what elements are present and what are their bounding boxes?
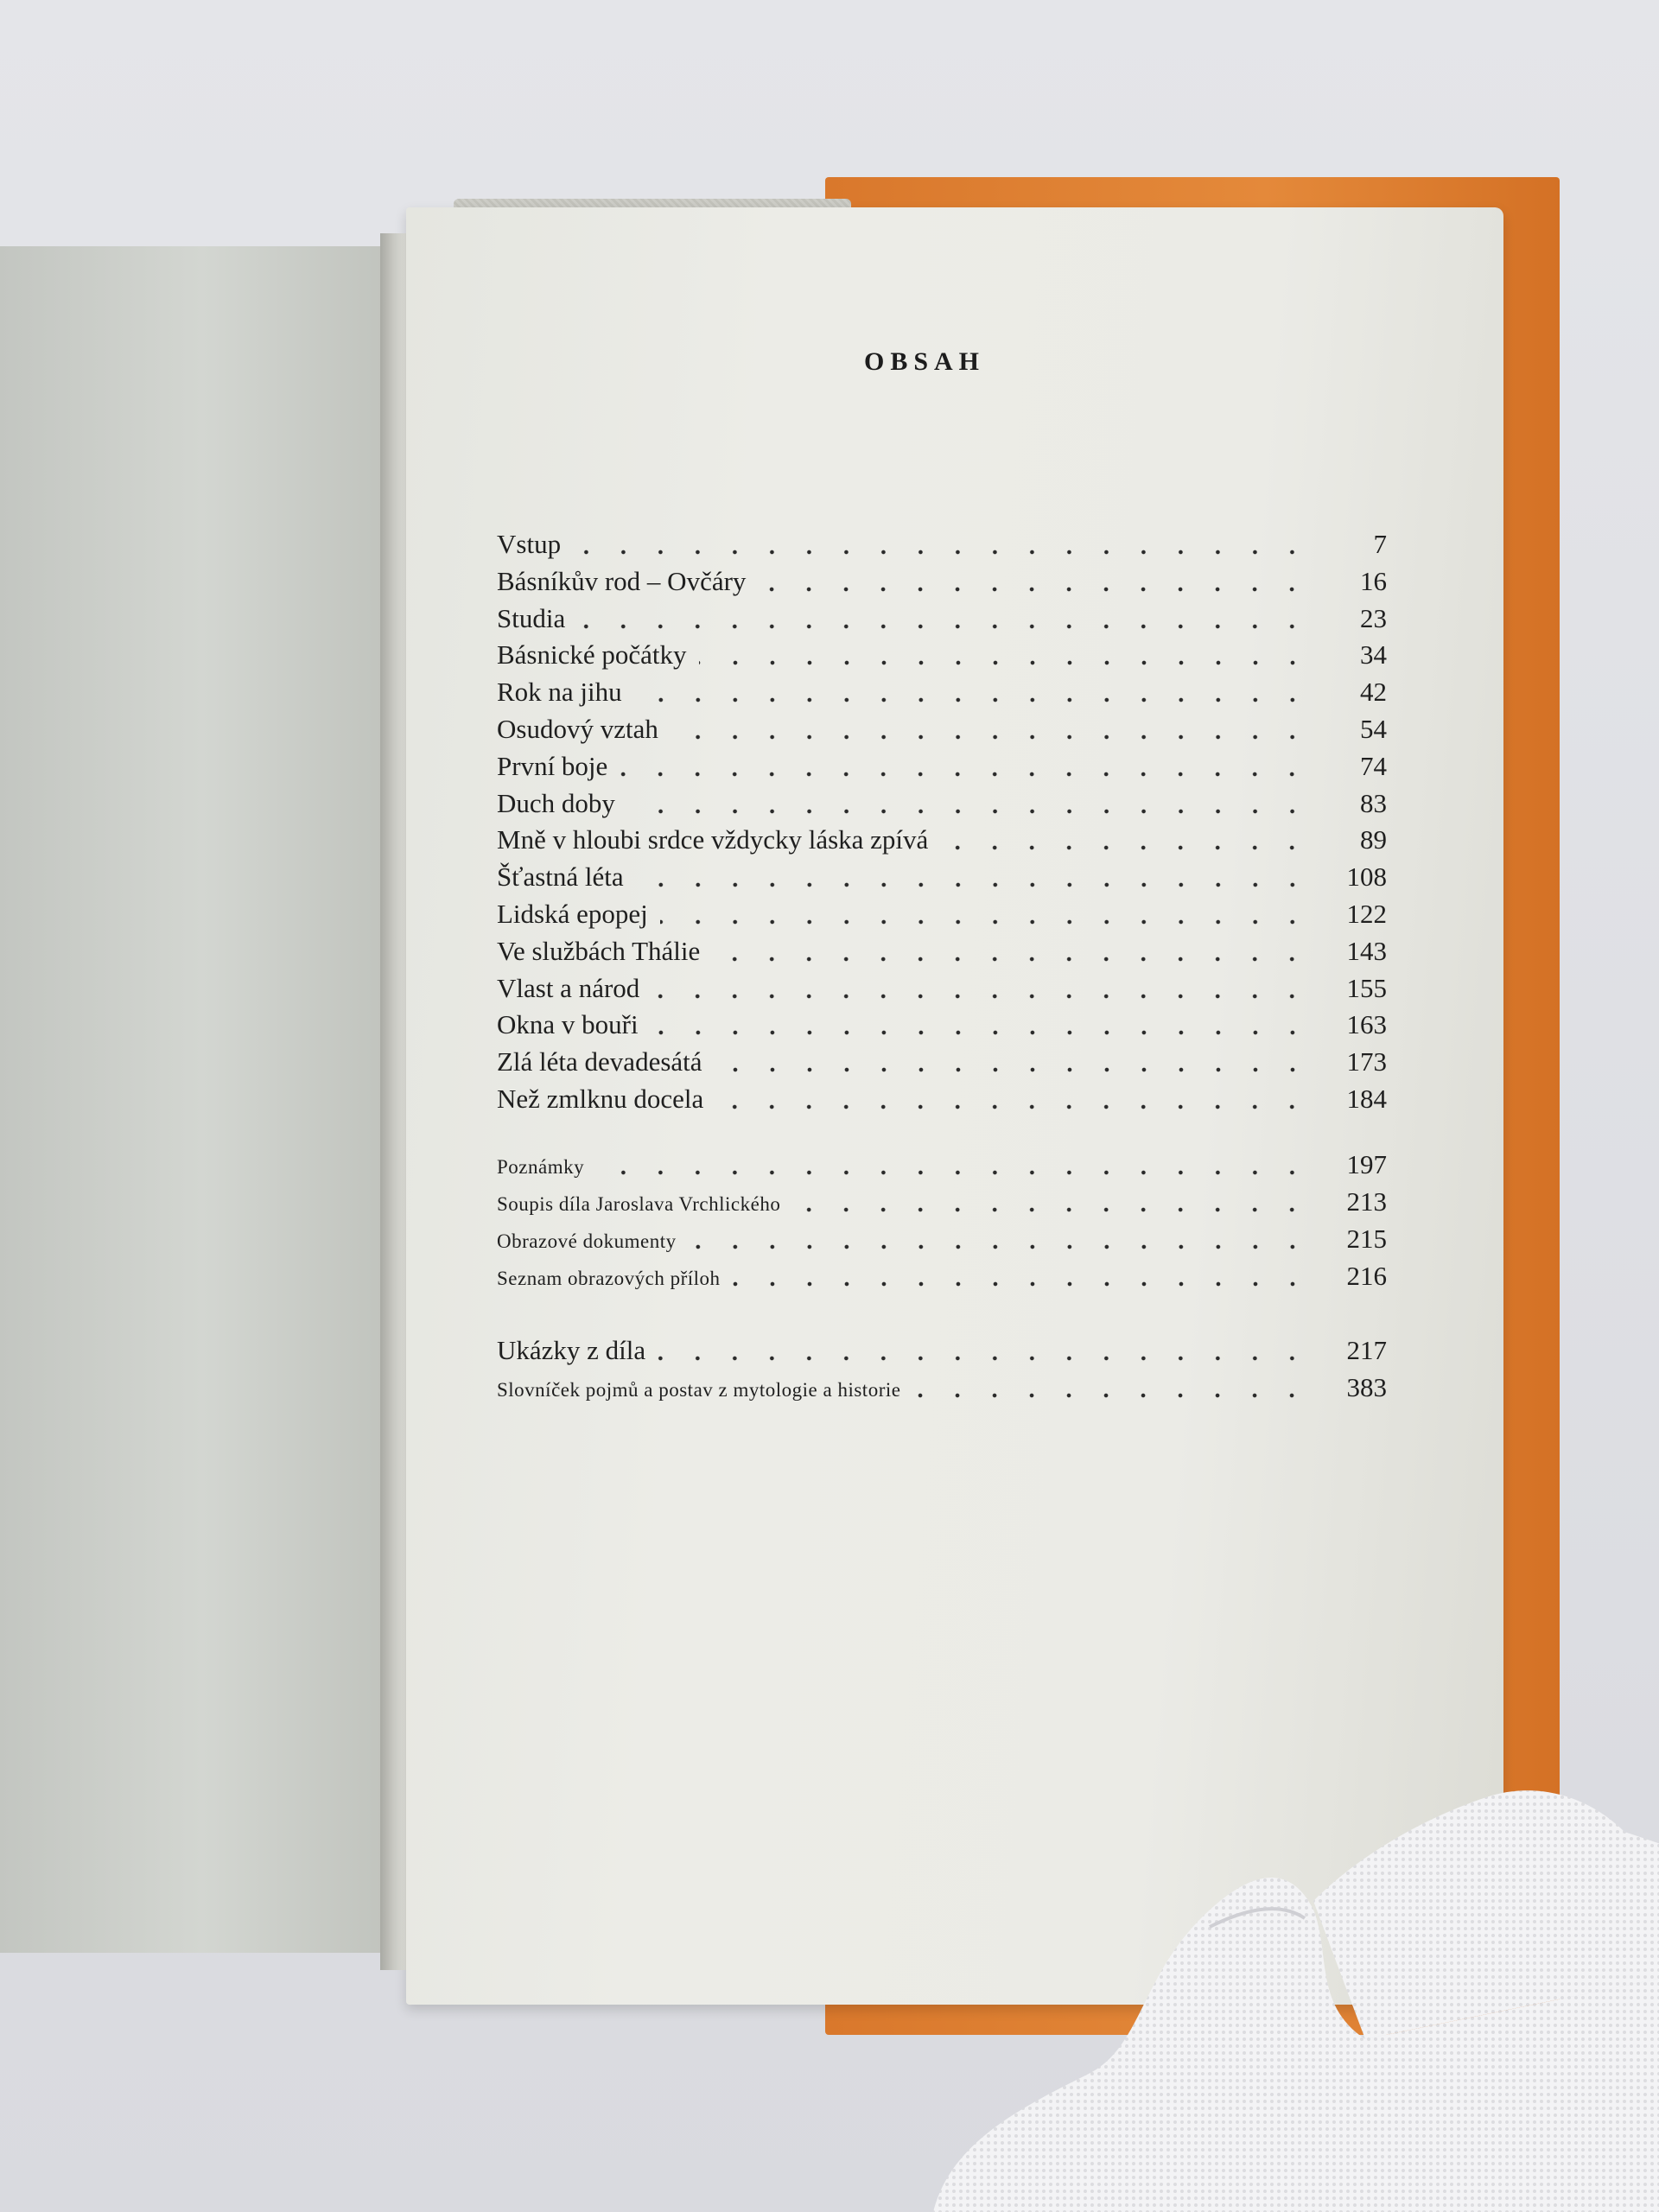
dot-leader: [699, 660, 1311, 665]
toc-page-number: 7: [1373, 529, 1387, 559]
dot-leader: [652, 994, 1311, 999]
toc-page-number: 74: [1360, 750, 1387, 781]
toc-entry-title: Šťastná léta: [497, 861, 624, 893]
toc-entry-title: Seznam obrazových příloh: [497, 1268, 721, 1289]
toc-page-number: 122: [1346, 899, 1387, 929]
toc-entry-title: První boje: [497, 750, 608, 781]
dot-leader: [715, 1104, 1311, 1109]
dot-leader: [634, 697, 1311, 702]
toc-page-number: 163: [1346, 1009, 1387, 1040]
toc-entry-title: Osudový vztah: [497, 714, 658, 744]
toc-entry: [497, 973, 1387, 1007]
toc-entry-title: Studia: [497, 602, 566, 633]
toc-entry: [497, 1046, 1387, 1081]
toc-entry-title: Než zmlknu docela: [497, 1084, 704, 1114]
toc-entry-title: Vlast a národ: [497, 972, 640, 1003]
toc-entry-title: Lidská epopej: [497, 899, 648, 929]
toc-entry-title: Okna v bouři: [497, 1009, 639, 1040]
toc-page-number: 89: [1360, 824, 1387, 855]
dot-leader: [577, 624, 1311, 629]
toc-page-number: 42: [1360, 677, 1387, 708]
dot-leader: [627, 809, 1311, 814]
dot-leader: [596, 1170, 1311, 1175]
dot-leader: [660, 919, 1311, 925]
dot-leader: [712, 957, 1311, 962]
dot-leader: [636, 882, 1311, 887]
toc-entry-title: Poznámky: [497, 1156, 585, 1178]
dot-leader: [689, 1244, 1311, 1249]
toc-entry: [497, 1224, 1387, 1258]
toc-page-number: 197: [1346, 1149, 1387, 1179]
toc-page-number: 108: [1346, 861, 1387, 893]
toc-page-number: 215: [1346, 1224, 1387, 1254]
toc-entry-title: Básnické počátky: [497, 639, 687, 671]
toc-page-number: 16: [1360, 565, 1387, 596]
toc-entry: [497, 1149, 1387, 1184]
dot-leader: [912, 1393, 1311, 1398]
toc-entry: [497, 714, 1387, 748]
toc-entry-title: Ukázky z díla: [497, 1335, 646, 1365]
toc-entry: [497, 566, 1387, 601]
toc-entry: [497, 824, 1387, 859]
toc-page-number: 217: [1346, 1335, 1387, 1365]
dot-leader: [620, 772, 1311, 777]
toc-entry-title: Vstup: [497, 529, 562, 559]
toc-entry-title: Rok na jihu: [497, 677, 622, 708]
toc-entry: [497, 1335, 1387, 1370]
toc-entry: [497, 861, 1387, 896]
toc-entry-title: Zlá léta devadesátá: [497, 1046, 702, 1077]
toc-entry-title: Duch doby: [497, 787, 615, 818]
toc-entry: [497, 639, 1387, 674]
dot-leader: [792, 1207, 1311, 1212]
dot-leader: [758, 587, 1311, 592]
toc-entry: [497, 529, 1387, 563]
dot-leader: [573, 550, 1311, 555]
toc-page-number: 54: [1360, 714, 1387, 744]
toc-page-number: 143: [1346, 935, 1387, 966]
toc-entry: [497, 751, 1387, 785]
toc-entry: [497, 1261, 1387, 1295]
toc-entry: [497, 1009, 1387, 1044]
toc-page-number: 23: [1360, 602, 1387, 633]
toc-page-number: 213: [1346, 1186, 1387, 1217]
toc-page-number: 155: [1346, 972, 1387, 1003]
toc-entry: [497, 1372, 1387, 1407]
toc-entry-title: Básníkův rod – Ovčáry: [497, 565, 747, 596]
dot-leader: [658, 1356, 1311, 1361]
toc-entry: [497, 603, 1387, 638]
dot-leader: [651, 1030, 1311, 1035]
dot-leader: [671, 734, 1311, 740]
toc-entry-title: Soupis díla Jaroslava Vrchlického: [497, 1193, 781, 1215]
toc-entry-title: Ve službách Thálie: [497, 935, 701, 966]
toc-page-number: 34: [1360, 639, 1387, 671]
toc-entry-title: Obrazové dokumenty: [497, 1230, 677, 1252]
toc-entry: [497, 788, 1387, 823]
toc-page-number: 184: [1346, 1084, 1387, 1114]
toc-entry: [497, 1084, 1387, 1118]
toc-entry: [497, 677, 1387, 711]
dot-leader: [940, 845, 1311, 850]
toc-entry-title: Mně v hloubi srdce vždycky láska zpívá: [497, 824, 929, 855]
toc-page-number: 83: [1360, 787, 1387, 818]
toc-page-number: 216: [1346, 1261, 1387, 1291]
toc-entry: [497, 936, 1387, 970]
dot-leader: [733, 1281, 1311, 1287]
toc-entry-title: Slovníček pojmů a postav z mytologie a historie: [497, 1379, 901, 1401]
page-title: OBSAH: [863, 347, 986, 376]
toc-page-number: 173: [1346, 1046, 1387, 1077]
dot-leader: [715, 1067, 1311, 1072]
toc-entry: [497, 899, 1387, 933]
toc-entry: [497, 1186, 1387, 1221]
left-blank-page: [0, 246, 404, 1953]
toc-page-number: 383: [1346, 1372, 1387, 1402]
